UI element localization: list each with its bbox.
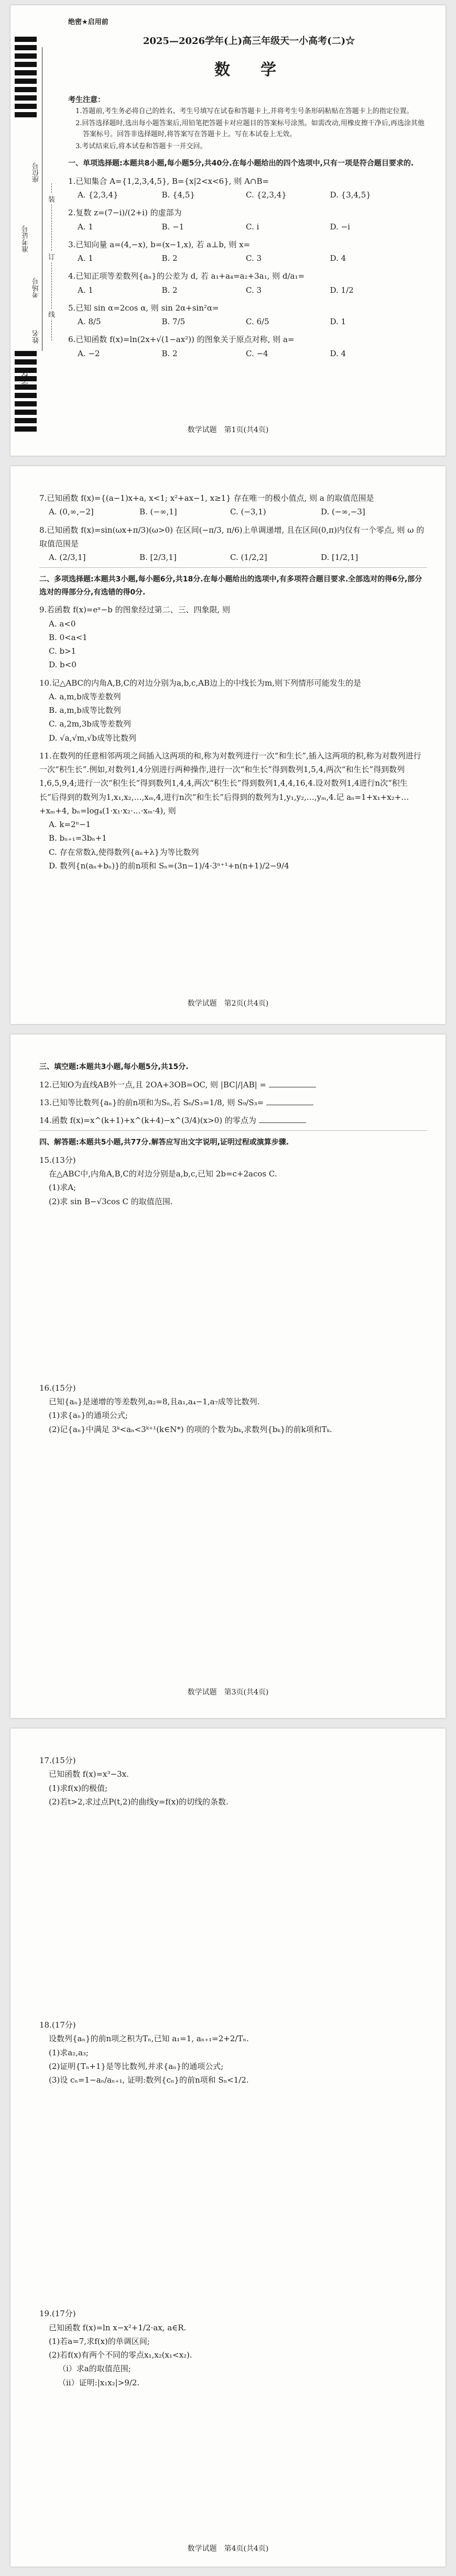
divider [39, 1130, 427, 1131]
question-19 [39, 2307, 427, 2390]
option: A. a<0 [49, 619, 76, 629]
question-head: 19.(17分) [39, 2309, 76, 2319]
question-9 [39, 603, 427, 671]
question-8 [39, 523, 427, 565]
secret-label: 绝密★启用前 [68, 18, 108, 26]
question-part: (2)求 sin B−√3cos C 的取值范围. [49, 1196, 173, 1206]
section-1-head: 一、单项选择题:本题共8小题,每小题5分,共40分.在每小题给出的四个选项中,只有一项是符合题目要求的. [68, 159, 414, 168]
question-part: (3)设 cₙ=1−aₙ/aₙ₊₁, 证明:数列{cₙ}的前n项和 Sₙ<1/2. [49, 2075, 249, 2085]
question-stem: 1.已知集合 A={1,2,3,4,5}, B={x|2<x<6}, 则 A∩B= [68, 176, 269, 186]
option: A. {2,3,4} [78, 190, 118, 200]
question-stem: 14.函数 f(x)=x^(k+1)+x^(k+4)−x^(3/4)(x>0) 的零点为 [39, 1116, 256, 1125]
option: C. {2,3,4} [246, 190, 287, 200]
option: D. 4 [330, 348, 346, 358]
question-head: 18.(17分) [39, 2020, 76, 2030]
option: C. 6/5 [246, 317, 269, 327]
question-11 [39, 749, 427, 873]
question-stem: 6.已知函数 f(x)=ln(2x+√(1−ax²)) 的图象关于原点对称, 则 a= [68, 335, 295, 345]
binding-exam-no-label: 准考证号 [22, 225, 30, 252]
option: B. bₙ₊₁=3bₙ+1 [49, 833, 107, 843]
section-3-head: 三、填空题:本题共3小题,每小题5分,共15分. [39, 1063, 189, 1071]
question-stem: 5.已知 sin α=2cos α, 则 sin 2α+sin²α= [68, 303, 219, 313]
question-head: 17.(15分) [39, 1756, 76, 1765]
question-part: （i）求a的取值范围; [58, 2364, 131, 2374]
option: A. k=2ⁿ−1 [49, 820, 91, 829]
option: D. √a,√m,√b成等比数列 [49, 733, 137, 743]
question-16 [39, 1381, 427, 1436]
question-head: 15.(13分) [39, 1155, 76, 1165]
option: D. 数列{n(aₙ+bₙ)}的前n项和 Sₙ=(3n−1)/4·3ⁿ⁺¹+n(n+1)/2−9/4 [49, 861, 289, 871]
question-stem: 10.记△ABC的内角A,B,C的对边分别为a,b,c,AB边上的中线长为m,则下列情形可能发生的是 [39, 678, 361, 688]
question-stem: 12.已知O为直线AB外一点,且 2OA+3OB=OC, 则 |BC|/|AB| = [39, 1080, 267, 1089]
question-5 [68, 301, 430, 329]
option: C. −4 [246, 348, 268, 358]
question-stem: 11.在数列的任意相邻两项之间插入这两项的和,称为对数列进行一次“和生长”,插入这两项的积,称为对数列进行一次“积生长”.例如,对数列1,4分别进行两种操作,进行一次“和生长”得到数列1,5,4,两次“和生长”得到数列1,6,5,9,4;进行一次“积生长”得到数列1,4,4,两次“积生长”得到数列1,4,4,16,4.设对数列1,4进行n次“积生长”后得到的数列为1,x₁,x₂,…,xₘ,4,进行n次“和生长”后得到的数列为1,y₁,y₂,…,yₘ,4.记 aₙ=1+x₁+x₂+…+xₘ+4, bₙ=log₄(1·x₁·x₂·…·xₘ·4), 则 [39, 751, 421, 816]
question-stem: 4.已知正项等差数列{aₙ}的公差为 d, 若 a₁+a₄=a₂+3a₁, 则 d/a₁= [68, 271, 305, 281]
notice-box [68, 94, 430, 152]
question-2 [68, 206, 430, 234]
option: B. 2 [161, 348, 178, 358]
question-part: （ii）证明:|x₁x₂|>9/2. [58, 2377, 140, 2387]
question-body: 已知函数 f(x)=x³−3x. [49, 1769, 129, 1779]
question-4 [68, 269, 430, 297]
question-part: (1)求A; [49, 1183, 77, 1193]
binding-seat-label: 座位号 [32, 162, 40, 183]
section-2-head: 二、多项选择题:本题共3小题,每小题6分,共18分.在每小题给出的选项中,有多项符合题目要求.全部选对的得6分,部分选对的得部分分,有选错的得0分. [39, 575, 422, 597]
question-part: (1)求{aₙ}的通项公式; [49, 1411, 128, 1421]
question-12 [39, 1078, 427, 1092]
section-4-head: 四、解答题:本题共5小题,共77分.解答应写出文字说明,证明过程或演算步骤. [39, 1138, 289, 1147]
question-stem: 3.已知向量 a=(4,−x), b=(x−1,x), 若 a⊥b, 则 x= [68, 239, 251, 249]
exam-title: 2025—2026学年(上)高三年级天一小高考(二)☆ [143, 35, 355, 47]
barcode-stripes-bottom [15, 351, 37, 435]
question-1 [68, 174, 430, 202]
option: B. 2 [161, 254, 178, 263]
option: A. (0,∞,−2] [49, 507, 94, 517]
option: C. 存在常数λ,使得数列{aₙ+λ}为等比数列 [49, 847, 199, 857]
binding-mark-2: 订 [48, 251, 55, 261]
option: D. −i [330, 222, 350, 232]
option: C. a,2m,3b成等差数列 [49, 719, 131, 729]
option: D. b<0 [49, 660, 77, 670]
binding-margin [10, 5, 63, 456]
page-footer: 数学试题 第3页(共4页) [187, 1688, 269, 1697]
question-stem: 13.已知等比数列{aₙ}的前n项和为Sₙ,若 S₆/S₃=1/8, 则 S₉/S₃= [39, 1097, 264, 1107]
question-part: (1)求f(x)的极值; [49, 1783, 108, 1793]
question-stem: 8.已知函数 f(x)=sin(ωx+π/3)(ω>0) 在区间(−π/3, π/6)上单调递增, 且在区间(0,π)内仅有一个零点, 则 ω 的取值范围是 [39, 525, 425, 548]
option: D. (−∞,−3] [321, 507, 365, 517]
barcode-stripes-top [15, 37, 37, 120]
divider [39, 567, 427, 568]
notice-item: 1.答题前,考生务必将自己的姓名、考生号填写在试卷和答题卡上,并将考生号条形码粘贴在答题卡上的指定位置。 [75, 107, 414, 116]
option: B. 2 [161, 285, 178, 295]
option: B. 7/5 [161, 317, 186, 327]
option: C. (−3,1) [230, 507, 266, 517]
option: D. 4 [330, 254, 346, 263]
question-stem: 2.复数 z=(7−i)/(2+i) 的虚部为 [68, 208, 182, 218]
page-3 [10, 1034, 446, 1718]
question-17 [39, 1754, 427, 1809]
page-4 [10, 1729, 446, 2567]
page-footer: 数学试题 第2页(共4页) [187, 999, 269, 1008]
question-body: 在△ABC中,内角A,B,C的对边分别是a,b,c,已知 2b=c+2acos C. [49, 1169, 277, 1179]
question-7 [39, 491, 427, 519]
option: A. 1 [78, 285, 93, 295]
question-stem: 7.已知函数 f(x)={(a−1)x+a, x<1; x²+ax−1, x≥1} 存在唯一的极小值点, 则 a 的取值范围是 [39, 493, 374, 503]
page-1 [10, 5, 446, 456]
question-18 [39, 2018, 427, 2087]
option: C. (1/2,2] [230, 553, 267, 562]
option: B. a,m,b成等比数列 [49, 706, 121, 715]
question-part: (2)若f(x)有两个不同的零点x₁,x₂(x₁<x₂). [49, 2350, 192, 2360]
option: B. [2/3,1] [139, 553, 177, 562]
binding-mark-1: 装 [48, 194, 55, 204]
question-body: 设数列{aₙ}的前n项之积为Tₙ,已知 a₁=1, aₙ₊₁=2+2/Tₙ. [49, 2034, 249, 2044]
binding-room-label: 考场号 [32, 278, 40, 298]
option: A. a,m,b成等差数列 [49, 691, 121, 701]
option: B. (−∞,1] [139, 507, 177, 517]
binding-mark-3: 线 [48, 309, 55, 319]
page-footer: 数学试题 第1页(共4页) [187, 426, 269, 434]
option: A. 8/5 [78, 317, 101, 327]
question-head: 16.(15分) [39, 1383, 76, 1393]
notice-item: 3.考试结束后,将本试卷和答题卡一并交回。 [75, 142, 207, 150]
option: C. 3 [246, 254, 262, 263]
subject-title: 数 学 [214, 61, 284, 80]
option: A. 1 [78, 254, 93, 263]
question-13 [39, 1096, 427, 1109]
option: B. 0<a<1 [49, 632, 88, 642]
question-10 [39, 676, 427, 745]
option: D. [1/2,1] [321, 553, 359, 562]
option: A. (2/3,1] [49, 553, 86, 562]
question-body: 已知函数 f(x)=ln x−x²+1/2·ax, a∈R. [49, 2322, 187, 2332]
option: C. i [246, 222, 259, 232]
option: B. {4,5} [161, 190, 196, 200]
question-stem: 9.若函数 f(x)=eˣ−b 的图象经过第二、三、四象限, 则 [39, 605, 231, 615]
option: A. −2 [78, 348, 100, 358]
option: D. 1/2 [330, 285, 354, 295]
question-body: 已知{aₙ}是递增的等差数列,a₂=8,且a₁,a₄−1,a₇成等比数列. [49, 1397, 260, 1406]
binding-name-label: 姓名 [32, 330, 40, 344]
notice-item: 2.回答选择题时,选出每小题答案后,用铅笔把答题卡对应题目的答案标号涂黑。如需改动,用橡皮擦干净后,再选涂其他答案标号。回答非选择题时,将答案写在答题卡上。写在本试卷上无效。 [75, 119, 425, 138]
question-3 [68, 238, 430, 266]
question-part: (2)若t>2,求过点P(t,2)的曲线y=f(x)的切线的条数. [49, 1797, 229, 1807]
question-part: (1)求a₂,a₃; [49, 2047, 89, 2057]
question-part: (1)若a=7,求f(x)的单调区间; [49, 2336, 150, 2346]
option: C. 3 [246, 285, 262, 295]
question-6 [68, 333, 430, 360]
option: D. 1 [330, 317, 346, 327]
notice-head: 考生注意： [68, 95, 105, 104]
page-footer: 数学试题 第4页(共4页) [187, 2545, 269, 2553]
question-part: (2)证明{Tₙ+1}是等比数列,并求{aₙ}的通项公式; [49, 2061, 224, 2071]
question-15 [39, 1153, 427, 1208]
option: B. −1 [161, 222, 184, 232]
option: C. b>1 [49, 646, 77, 656]
question-14 [39, 1114, 427, 1127]
question-part: (2)记{aₙ}中满足 3ᵏ<aₙ<3ᵏ⁺¹(k∈N*) 的项的个数为bₖ,求数列{bₖ}的前k项和Tₖ. [49, 1424, 332, 1434]
page-2 [10, 466, 446, 1024]
option: D. {3,4,5} [330, 190, 371, 200]
answer-blank [259, 1122, 306, 1123]
option: A. 1 [78, 222, 93, 232]
